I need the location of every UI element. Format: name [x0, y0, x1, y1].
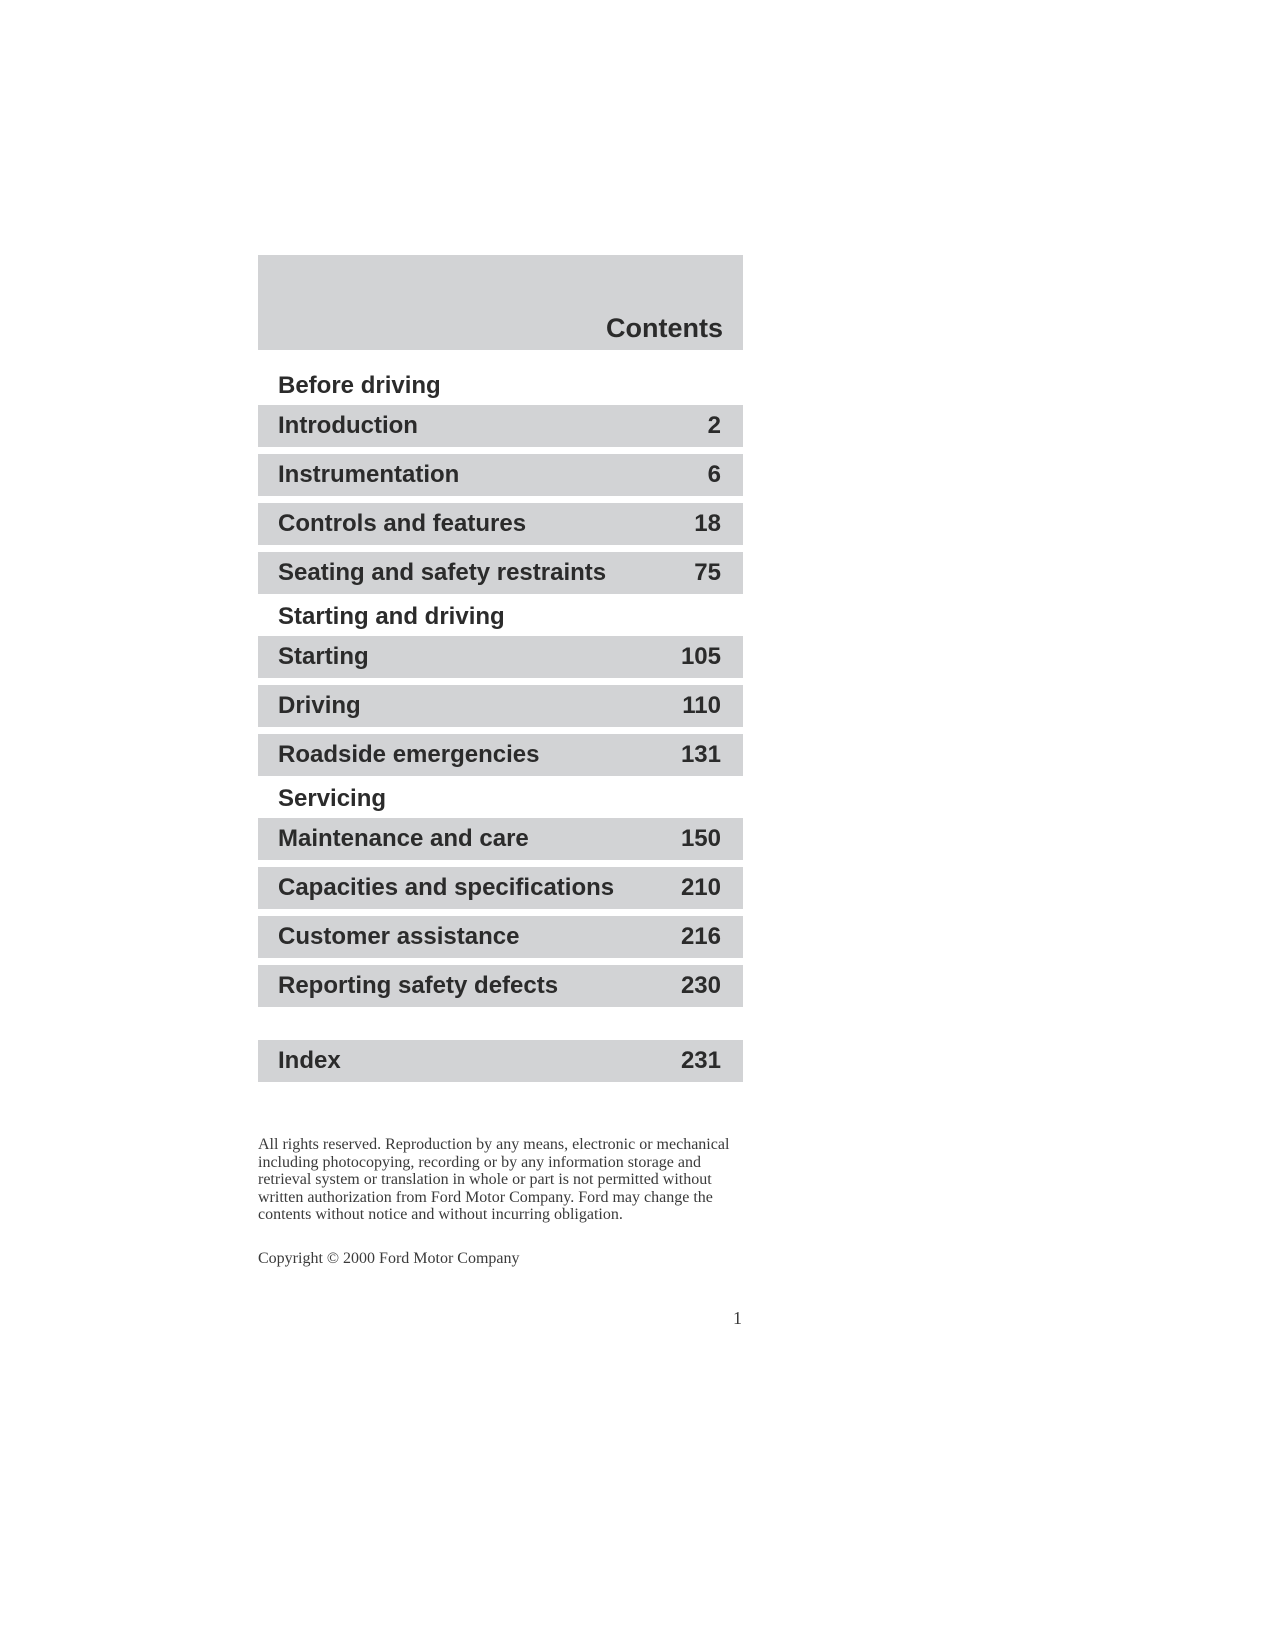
toc-entry-label: Starting [278, 643, 369, 670]
toc-entry-page: 2 [707, 412, 721, 439]
toc-entry-index[interactable] [258, 1040, 743, 1082]
toc-entry-seating-and-safety-restraints[interactable] [258, 552, 743, 594]
toc-entry-label: Customer assistance [278, 923, 520, 950]
toc-entry-page: 6 [707, 461, 721, 488]
page-title: Contents [606, 313, 723, 343]
toc-entry-page: 216 [680, 923, 721, 950]
toc-entry-label: Driving [278, 692, 361, 719]
toc-entry-instrumentation[interactable] [258, 454, 743, 496]
toc-entry-driving[interactable] [258, 685, 743, 727]
toc-entry-controls-and-features[interactable] [258, 503, 743, 545]
toc-entry-label: Seating and safety restraints [278, 559, 607, 586]
toc-entry-capacities-and-specifications[interactable] [258, 867, 743, 909]
legal-notice: All rights reserved. Reproduction by any means, electronic or mechanical including photocopying, recording or by any information storage and retrieval system or translation in whole or part is not permitted without written authorization from Ford Motor Company. Ford may change the contents without notice and without incurring obligation. [258, 1136, 730, 1224]
section-heading-servicing: Servicing [278, 785, 387, 812]
toc-entry-roadside-emergencies[interactable] [258, 734, 743, 776]
toc-entry-label: Roadside emergencies [278, 741, 540, 768]
toc-entry-label: Index [278, 1047, 341, 1074]
contents-title-box [258, 255, 743, 350]
toc-entry-reporting-safety-defects[interactable] [258, 965, 743, 1007]
toc-entry-page: 131 [680, 741, 721, 768]
section-heading-before-driving: Before driving [278, 372, 441, 399]
toc-entry-starting[interactable] [258, 636, 743, 678]
toc-entry-page: 75 [694, 559, 721, 586]
toc-entry-page: 210 [680, 874, 721, 901]
toc-entry-label: Controls and features [278, 510, 527, 537]
copyright-line: Copyright © 2000 Ford Motor Company [258, 1250, 520, 1267]
toc-entry-label: Instrumentation [278, 461, 460, 488]
toc-entry-maintenance-and-care[interactable] [258, 818, 743, 860]
toc-entry-label: Reporting safety defects [278, 972, 559, 999]
toc-entry-page: 110 [682, 692, 721, 719]
toc-entry-page: 105 [680, 643, 721, 670]
toc-entry-customer-assistance[interactable] [258, 916, 743, 958]
section-heading-starting-and-driving: Starting and driving [278, 603, 505, 630]
toc-entry-page: 150 [680, 825, 721, 852]
toc-entry-page: 231 [680, 1047, 721, 1074]
page-number: 1 [733, 1308, 742, 1328]
toc-entry-introduction[interactable] [258, 405, 743, 447]
toc-entry-page: 230 [680, 972, 721, 999]
toc-entry-label: Capacities and specifications [278, 874, 615, 901]
toc-entry-page: 18 [694, 510, 721, 537]
toc-entry-label: Introduction [278, 412, 418, 439]
toc-entry-label: Maintenance and care [278, 825, 529, 852]
